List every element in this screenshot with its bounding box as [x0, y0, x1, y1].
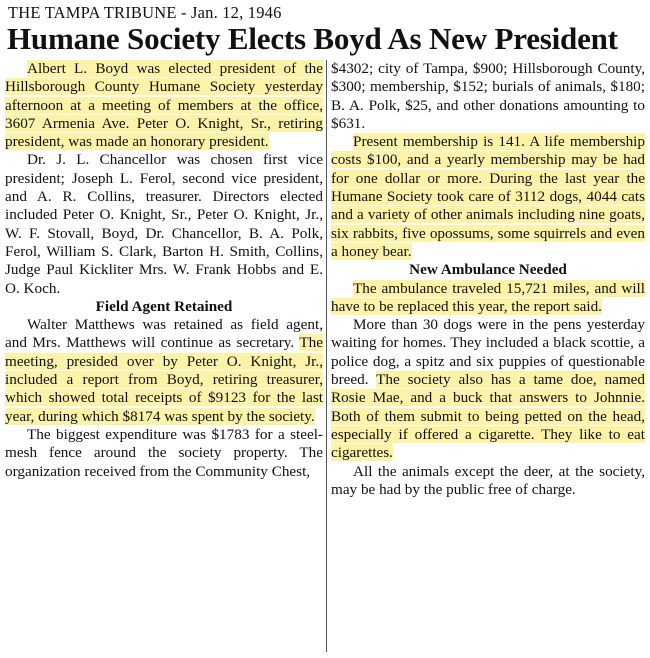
article-paragraph: $4302; city of Tampa, $900; Hillsborough County, $300; membership, $152; burials of animals, $180; B. A. Polk, $25, and other donations amounting to $631.: [331, 60, 645, 132]
highlighted-text: Present membership is 141. A life membership costs $100, and a yearly membership may be had for one dollar or more. During the last year the Humane Society took care of 3112 dogs, 4044 cats and a variety of other animals including nine goats, six rabbits, five opossums, some squirrels and even a honey bear.: [331, 133, 645, 260]
plain-text: Walter Matthews was retained as field agent, and Mrs. Matthews will continue as secretary.: [5, 316, 323, 352]
left-column: [5, 60, 323, 481]
headline: Humane Society Elects Boyd As New President: [7, 21, 618, 56]
highlighted-text: The society also has a tame doe, named Rosie Mae, and a buck that answers to Johnnie. Both of them submit to being petted on the head, especially if offered a cigarette. They like to eat cigarettes.: [331, 371, 645, 462]
right-column: [331, 60, 645, 499]
subheading-ambulance: New Ambulance Needed: [409, 261, 567, 279]
article-paragraph: The biggest expenditure was $1783 for a steel-mesh fence around the society property. The organization received from the Community Chest,: [5, 425, 323, 480]
article-paragraph: [331, 316, 645, 462]
subheading-field-agent: Field Agent Retained: [95, 297, 233, 315]
highlighted-text: The meeting, presided over by Peter O. Knight, Jr., included a report from Boyd, retiring treasurer, which showed total receipts of $9123 for the last year, during which $8174 was spent by the society.: [5, 334, 324, 425]
article-paragraph: All the animals except the deer, at the society, may be had by the public free of charge.: [331, 462, 645, 498]
article-paragraph: [5, 316, 323, 426]
plain-text: More than 30 dogs were in the pens yesterday waiting for homes. They included a black scottie, a police dog, a spitz and six puppies of questionable breed.: [331, 316, 645, 389]
article-paragraph: [331, 280, 645, 317]
article-paragraph: [5, 60, 323, 151]
article-paragraph: Dr. J. L. Chancellor was chosen first vice president; Joseph L. Ferol, second vice president, and A. R. Collins, treasurer. Directors elected included Peter O. Knight, Sr., Peter O. Knight, Jr., W. F. Stovall, Boyd, Dr. Chancellor, B. A. Polk, Ferol, William S. Clark, Barton H. Smith, Collins, Judge Paul Kickliter Mrs. W. Frank Hobbs and E. O. Koch.: [5, 151, 323, 297]
highlighted-text: The ambulance traveled 15,721 miles, and will have to be replaced this year, the report said.: [331, 279, 645, 315]
highlighted-text: Albert L. Boyd was elected president of the Hillsborough County Humane Society yesterday afternoon at a meeting of members at the office, 3607 Armenia Ave. Peter O. Knight, Sr., retiring president, was made an honorary president.: [5, 60, 323, 151]
article-paragraph: [331, 133, 645, 261]
dateline: THE TAMPA TRIBUNE - Jan. 12, 1946: [8, 3, 282, 22]
column-divider: [326, 60, 327, 652]
